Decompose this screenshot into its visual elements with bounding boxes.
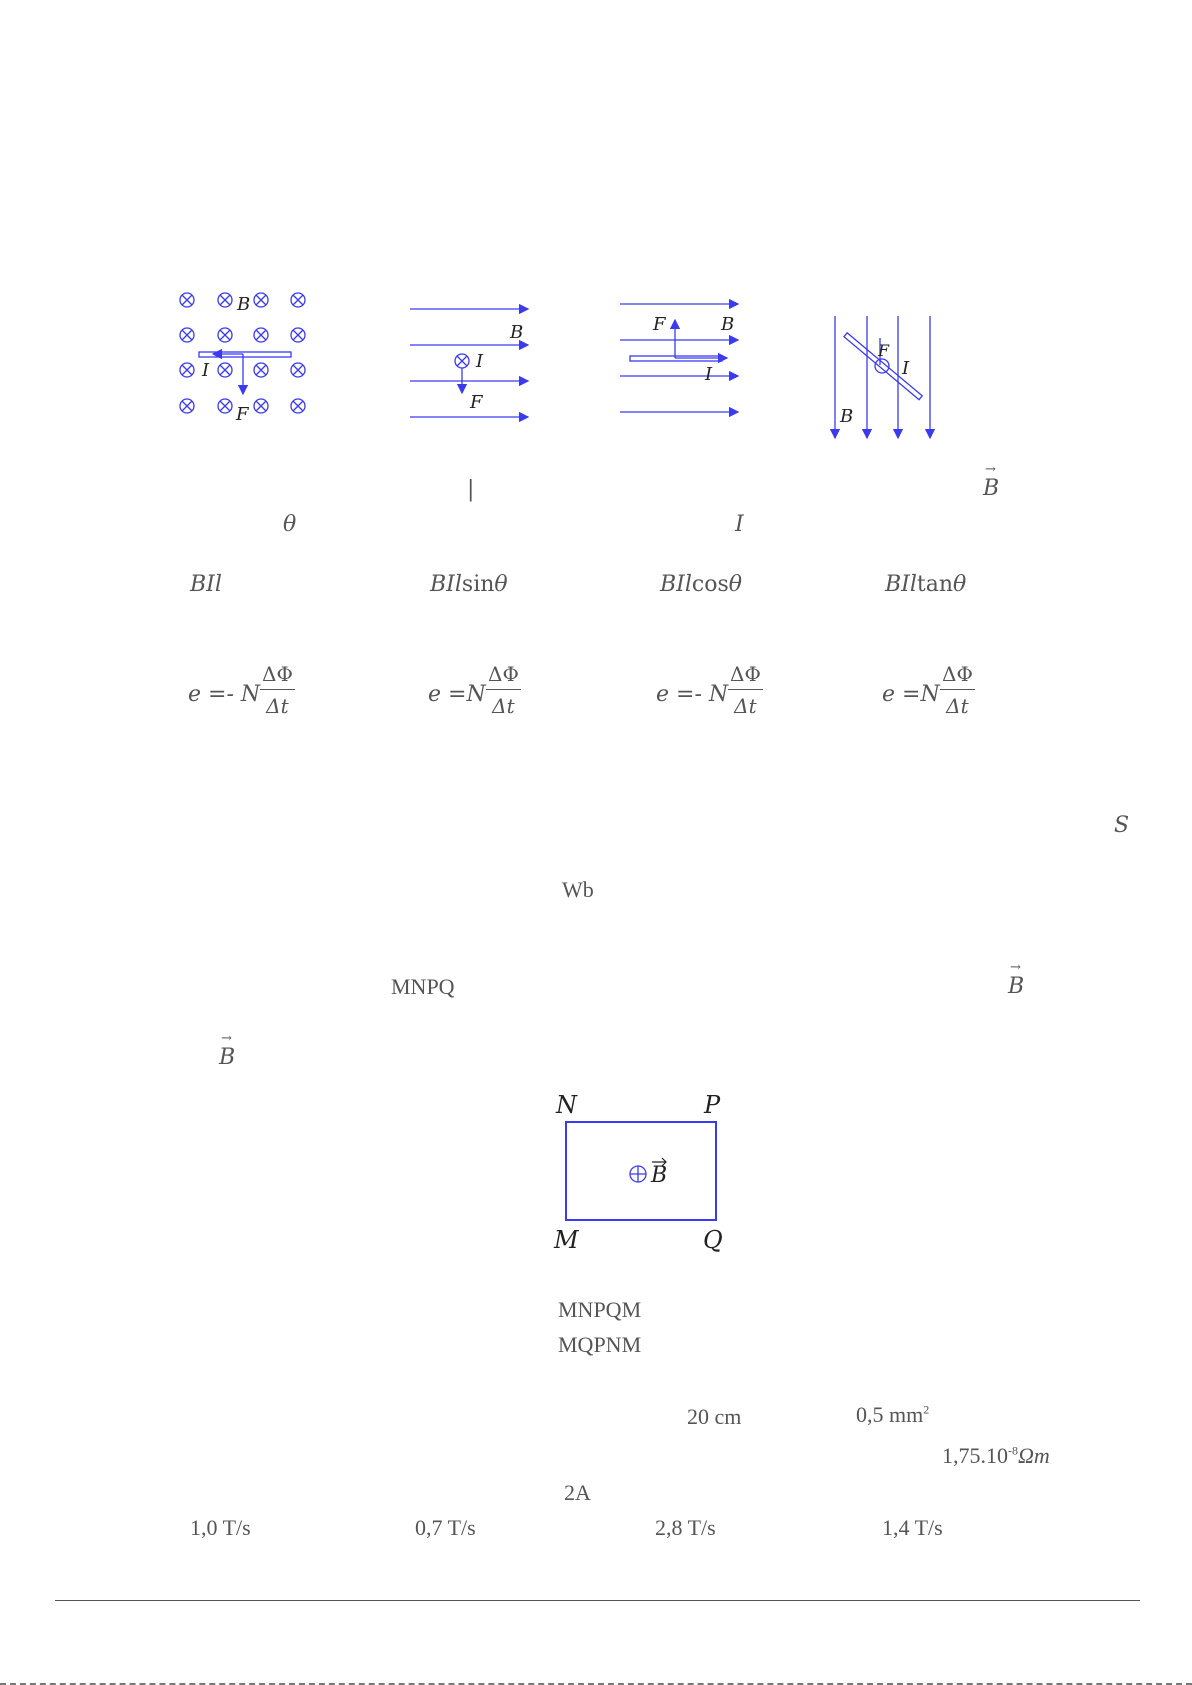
svg-text:B: B <box>721 314 735 335</box>
wire-option-d[interactable]: 1,4 T/s <box>882 1515 943 1540</box>
wire-option-c[interactable]: 2,8 T/s <box>655 1515 716 1540</box>
wire-section: 0,5 $mm^2$ <box>856 1402 930 1427</box>
svg-text:M: M <box>554 1226 579 1254</box>
mark-a: | <box>467 477 475 502</box>
wire-option-a[interactable]: 1,0 T/s <box>190 1515 251 1540</box>
area-symbol: S <box>1114 813 1130 838</box>
force-option-a[interactable]: BIl <box>190 572 222 597</box>
wire-resistivity: $1,75.10^{-8}\Omega m$ <box>942 1443 1050 1468</box>
svg-text:B: B <box>840 406 854 427</box>
force-figure-c <box>615 290 785 440</box>
emf-option-b[interactable]: e =N $\frac{\Delta\Phi}{\Delta t}$ <box>428 662 519 718</box>
b-hat-symbol: → B <box>983 476 999 501</box>
b-symbol-2: → B <box>219 1045 235 1070</box>
footer-rule <box>55 1600 1140 1601</box>
svg-text:F: F <box>236 404 249 425</box>
svg-text:F: F <box>653 314 666 335</box>
wire-current: 2A <box>564 1480 591 1505</box>
svg-text:B: B <box>651 1163 668 1188</box>
force-figure-d <box>820 308 990 458</box>
emf-option-c[interactable]: e =- N $\frac{\Delta\Phi}{\Delta t}$ <box>656 662 761 718</box>
force-option-c[interactable]: BIlcosθ <box>660 572 743 597</box>
wire-length: 20 cm <box>687 1404 742 1429</box>
theta-symbol: θ <box>283 512 297 537</box>
force-option-b[interactable]: BIlsinθ <box>430 572 508 597</box>
svg-text:N: N <box>556 1091 577 1119</box>
svg-text:I: I <box>705 364 713 385</box>
svg-text:P: P <box>704 1091 721 1119</box>
svg-text:I: I <box>902 358 910 379</box>
svg-text:I: I <box>476 351 484 372</box>
svg-text:B: B <box>237 294 251 315</box>
flux-unit: Wb <box>562 877 594 902</box>
frame-name: MNPQ <box>391 974 455 999</box>
frame-figure <box>548 1090 738 1255</box>
force-figure-b <box>400 295 570 445</box>
current-symbol: I <box>735 512 744 537</box>
emf-option-a[interactable]: e =- N $\frac{\Delta\Phi}{\Delta t}$ <box>188 662 293 718</box>
svg-text:F: F <box>878 341 890 360</box>
frame-answer-2[interactable]: MQPNM <box>558 1332 642 1357</box>
frame-answer-1[interactable]: MNPQM <box>558 1297 642 1322</box>
force-figure-a <box>165 282 335 432</box>
svg-text:F: F <box>470 392 483 413</box>
svg-text:Q: Q <box>703 1226 723 1254</box>
force-option-d[interactable]: BIltanθ <box>885 572 967 597</box>
svg-text:B: B <box>510 322 524 343</box>
svg-text:I: I <box>202 360 210 381</box>
wire-option-b[interactable]: 0,7 T/s <box>415 1515 476 1540</box>
b-symbol-1: → B <box>1008 974 1024 999</box>
emf-option-d[interactable]: e =N $\frac{\Delta\Phi}{\Delta t}$ <box>882 662 973 718</box>
